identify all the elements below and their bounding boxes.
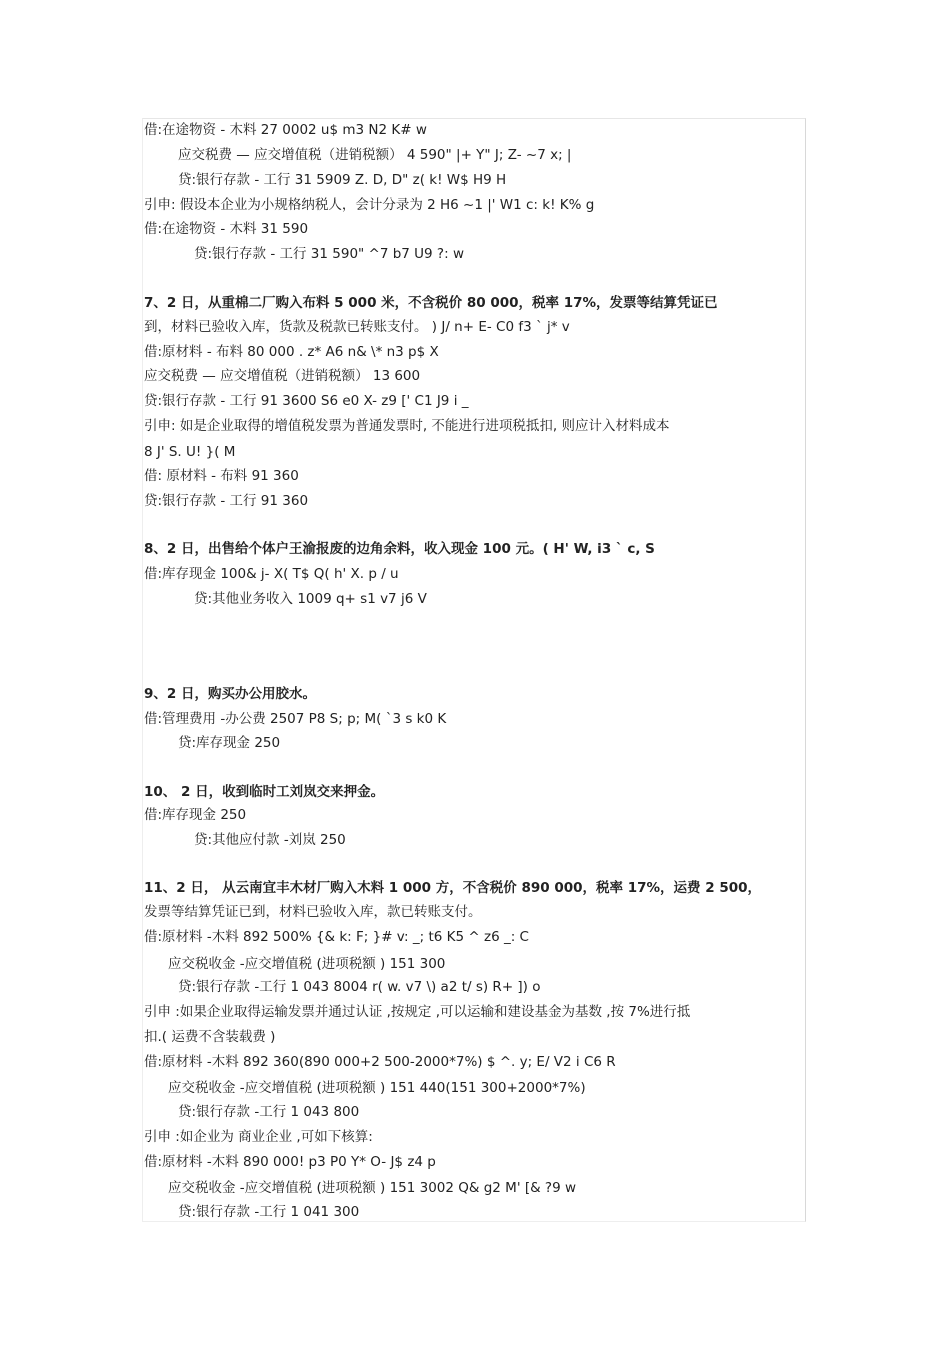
text-line: 应交税收金 -应交增值税 (进项税额 ) 151 300: [168, 956, 446, 972]
text-line: 贷:银行存款 - 工行 91 3600 S6 e0 X- z9 [' C1 J9 i _: [144, 393, 469, 409]
text-line: 借:在途物资 - 木料 31 590: [144, 221, 309, 237]
text-line: 贷:银行存款 - 工行 91 360: [144, 493, 309, 509]
text-line: 9、2 日，购买办公用胶水。: [144, 686, 316, 702]
text-line: 扣.( 运费不含装载费 ): [144, 1029, 276, 1045]
text-line: 借:原材料 -木料 890 000! p3 P0 Y* O- J$ z4 p: [144, 1154, 436, 1170]
text-line: 贷:银行存款 - 工行 31 5909 Z. D, D" z( k! W$ H9 H: [178, 172, 507, 188]
text-line: 11、2 日， 从云南宜丰木材厂购入木料 1 000 方，不含税价 890 000，税率 17%，运费 2 500，: [144, 880, 761, 896]
text-line: 10、 2 日，收到临时工刘岚交来押金。: [144, 784, 385, 800]
text-line: 贷:银行存款 - 工行 31 590" ^7 b7 U9 ?: w: [194, 246, 464, 262]
text-line: 8 J' S. U! }( M: [144, 444, 236, 460]
text-line: 贷:银行存款 -工行 1 043 8004 r( w. v7 \) a2 t/ s) R+ ]) o: [178, 979, 541, 995]
text-line: 应交税费 — 应交增值税（进销税额） 13 600: [144, 368, 421, 384]
text-line: 引申 :如果企业取得运输发票并通过认证 ,按规定 ,可以运输和建设基金为基数 ,按 7%进行抵: [144, 1004, 691, 1020]
text-line: 8、2 日，出售给个体户王渝报废的边角余料，收入现金 100 元。( H' W, i3 ` c, S: [144, 541, 655, 557]
text-line: 引申: 假设本企业为小规格纳税人，会计分录为 2 H6 ~1 |' W1 c: k! K% g: [144, 197, 595, 213]
text-line: 贷:银行存款 -工行 1 043 800: [178, 1104, 360, 1120]
text-line: 借:库存现金 250: [144, 807, 247, 823]
text-line: 借:原材料 -木料 892 360(890 000+2 500-2000*7%) $ ^. y; E/ V2 i C6 R: [144, 1054, 616, 1070]
text-line: 发票等结算凭证已到，材料已验收入库，款已转账支付。: [144, 904, 482, 920]
text-line: 引申: 如是企业取得的增值税发票为普通发票时, 不能进行进项税抵扣, 则应计入材料成本: [144, 418, 670, 434]
text-line: 借:原材料 -木料 892 500% {& k: F; }# v: _; t6 K5 ^ z6 _: C: [144, 929, 529, 945]
text-line: 借:管理费用 -办公费 2507 P8 S; p; M( `3 s k0 K: [144, 711, 447, 727]
text-line: 贷:其他业务收入 1009 q+ s1 v7 j6 V: [194, 591, 427, 607]
text-line: 应交税收金 -应交增值税 (进项税额 ) 151 3002 Q& g2 M' [& ?9 w: [168, 1180, 576, 1196]
text-line: 引申 :如企业为 商业企业 ,可如下核算:: [144, 1129, 373, 1145]
text-line: 借:库存现金 100& j- X( T$ Q( h' X. p / u: [144, 566, 399, 582]
text-line: 贷:其他应付款 -刘岚 250: [194, 832, 346, 848]
text-line: 贷:银行存款 -工行 1 041 300: [178, 1204, 360, 1220]
text-line: 借:在途物资 - 木料 27 0002 u$ m3 N2 K# w: [144, 122, 427, 138]
text-line: 借:原材料 - 布料 80 000 . z* A6 n& \* n3 p$ X: [144, 344, 439, 360]
text-line: 应交税费 — 应交增值税（进销税额） 4 590" |+ Y" J; Z- ~7 x; |: [178, 147, 572, 163]
text-line: 7、2 日，从重棉二厂购入布料 5 000 米，不含税价 80 000，税率 17%，发票等结算凭证已: [144, 295, 718, 311]
text-line: 贷:库存现金 250: [178, 735, 281, 751]
text-line: 借: 原材料 - 布料 91 360: [144, 468, 299, 484]
text-line: 应交税收金 -应交增值税 (进项税额 ) 151 440(151 300+2000*7%): [168, 1080, 586, 1096]
text-line: 到，材料已验收入库，货款及税款已转账支付。 ) J/ n+ E- C0 f3 ` j* v: [144, 319, 570, 335]
